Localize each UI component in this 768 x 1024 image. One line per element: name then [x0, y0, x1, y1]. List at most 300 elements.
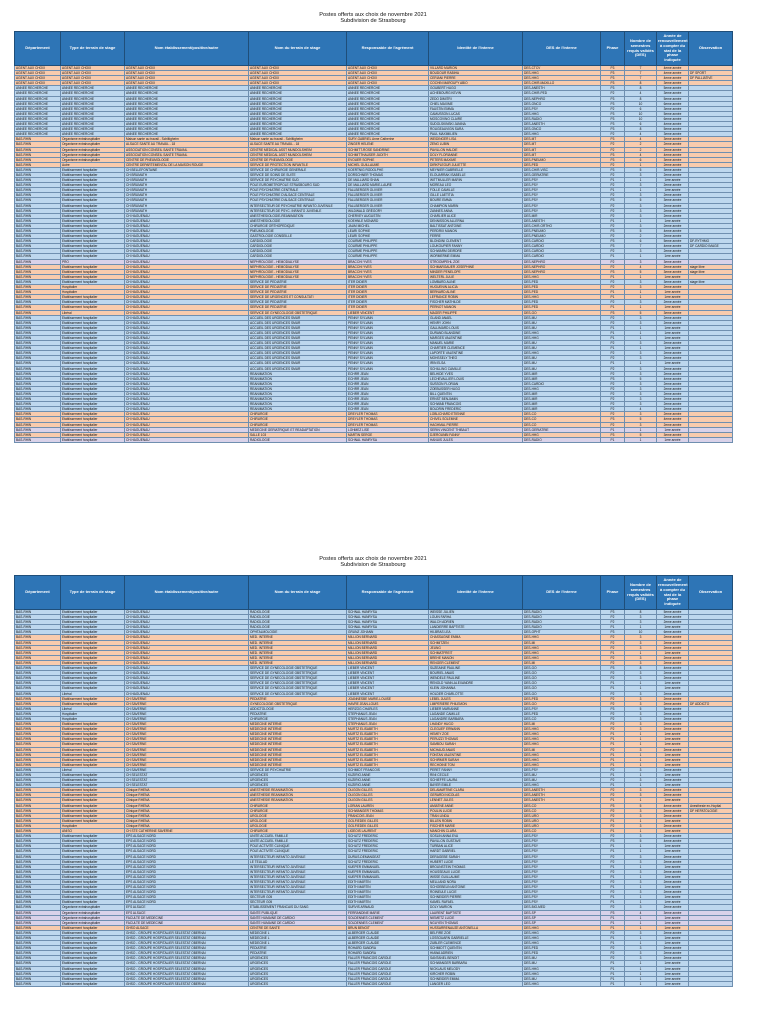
table-cell: Etablissement hospitalier — [61, 254, 125, 259]
table-cell: P3 — [601, 167, 625, 172]
table-cell: P1 — [601, 346, 625, 351]
table-cell: 1ere année — [657, 650, 689, 655]
table-cell: P2 — [601, 132, 625, 137]
table-cell: OLIGON GILLES — [347, 793, 429, 798]
table-cell: DES-CHIR-PED — [523, 91, 601, 96]
table-row — [15, 437, 733, 442]
table-cell: 3 — [625, 259, 657, 264]
table-cell: Organisme extrahospitalier — [61, 905, 125, 910]
table-cell: ANESTHESIOLOGIE-REANIMATION — [249, 213, 347, 218]
table-cell: ANNEE RECHERCHE — [61, 111, 125, 116]
table-cell: DES-PED — [523, 300, 601, 305]
table-cell: 1 — [625, 798, 657, 803]
table-cell: ANNEE RECHERCHE — [61, 91, 125, 96]
table-cell: DES-CARDIO — [523, 381, 601, 386]
table-cell: BAS-RHIN — [15, 188, 61, 193]
table-cell: NEPHROLOGIE - HEMODIALYSE — [249, 269, 347, 274]
table-cell: NGUYEN THOMAS — [429, 920, 523, 925]
table-cell: MEDECINE INTERNE — [249, 747, 347, 752]
table-cell: 3 — [625, 392, 657, 397]
table-cell: URGENCES — [249, 778, 347, 783]
table-cell: PERET FANNY — [429, 767, 523, 772]
table-cell: SERVICE DE GYNECOLOGIE OBSTETRIQUE — [249, 671, 347, 676]
table-cell: KUZIRIO ANNE — [347, 783, 429, 788]
table-cell: P1 — [601, 915, 625, 920]
table-cell: CHIEL MAXIME — [429, 101, 523, 106]
table-cell: P3 — [601, 310, 625, 315]
table-cell: DES-PSY — [523, 869, 601, 874]
table-cell: 4eme année — [657, 229, 689, 234]
page-1 — [14, 12, 732, 443]
table-cell: 2eme année — [657, 234, 689, 239]
table-cell: Etablissement hospitalier — [61, 951, 125, 956]
table-cell: 2eme année — [657, 879, 689, 884]
table-cell: BAS-RHIN — [15, 767, 61, 772]
table-cell: P1 — [601, 178, 625, 183]
table-cell: EVOUER SOPHIE — [347, 157, 429, 162]
table-cell: MURTZ ELISABETH — [347, 727, 429, 732]
table-cell: BAS-RHIN — [15, 274, 61, 279]
table-cell: URGENCES — [249, 773, 347, 778]
table-cell: MEDECINE INTERNE — [249, 752, 347, 757]
table-cell: P2 — [601, 91, 625, 96]
table-cell: 4eme année — [657, 666, 689, 671]
table-cell: 3eme année — [657, 198, 689, 203]
table-cell: BAS-RHIN — [15, 900, 61, 905]
table-cell: BAS-RHIN — [15, 813, 61, 818]
table-cell: AGENT AUX CHOIX — [249, 81, 347, 86]
table-cell: P1 — [601, 188, 625, 193]
table-cell: BAS-RHIN — [15, 244, 61, 249]
table-cell: DES-PSY — [523, 864, 601, 869]
table-cell: Etablissement hospitalier — [61, 671, 125, 676]
table-cell: 5 — [625, 198, 657, 203]
table-cell: P1 — [601, 274, 625, 279]
table-cell: EPS ALSACE NORD — [125, 874, 249, 879]
table-cell: DES-ANESTH — [523, 788, 601, 793]
table-cell: SERVICE DE PEDIATRIE — [249, 290, 347, 295]
table-cell: 1ere année — [657, 773, 689, 778]
table-cell: P1 — [601, 218, 625, 223]
table-cell: 1 — [625, 346, 657, 351]
table-cell: Clinique RHENA — [125, 808, 249, 813]
table-cell: 1 — [625, 925, 657, 930]
table-cell: EPS ALSACE NORD — [125, 869, 249, 874]
table-cell: BAS-RHIN — [15, 259, 61, 264]
table-cell: BAS-RHIN — [15, 137, 61, 142]
table-cell: MARTIN SERGE — [347, 432, 429, 437]
table-cell: Clinique RHENA — [125, 813, 249, 818]
table-cell: DES-PED — [523, 946, 601, 951]
table-cell: DES-GO — [523, 691, 601, 696]
table-cell: DES-HHG — [523, 981, 601, 986]
table-cell: DES-RADIO — [523, 610, 601, 615]
table-cell: CH HAGUENAU — [125, 422, 249, 427]
table-cell: Etablissement hospitalier — [61, 203, 125, 208]
table-cell: 2eme année — [657, 366, 689, 371]
table-cell: LEBEL JULES — [429, 696, 523, 701]
table-cell: DES-MU — [523, 976, 601, 981]
table-cell: 3eme année — [657, 310, 689, 315]
table-cell: DES-CO — [523, 422, 601, 427]
table-cell: 3 — [625, 946, 657, 951]
table-cell: MURTZ ELISABETH — [347, 742, 429, 747]
table-cell: 1 — [625, 818, 657, 823]
table-cell: EPS ALSACE NORD — [125, 900, 249, 905]
table-cell: 4eme année — [657, 152, 689, 157]
table-cell: BAS-RHIN — [15, 640, 61, 645]
table-cell: ANNEE RECHERCHE — [347, 127, 429, 132]
table-cell: BOURIEL ANAIS — [429, 671, 523, 676]
table-cell: DES-PED — [523, 279, 601, 284]
table-cell: P2 — [601, 351, 625, 356]
table-cell: BAS-RHIN — [15, 961, 61, 966]
table-cell: EFS ALSACE — [125, 905, 249, 910]
table-cell: DES-URO — [523, 823, 601, 828]
table-cell: INTERSECTEUR INFANTO JUVENILE — [249, 854, 347, 859]
table-cell: BAS-RHIN — [15, 671, 61, 676]
table-cell: 8 — [625, 127, 657, 132]
table-cell: IRIN ELSA — [429, 361, 523, 366]
table-cell: 1ere année — [657, 732, 689, 737]
table-cell: DES-CO — [523, 829, 601, 834]
table-cell: DES-MT — [523, 137, 601, 142]
table-cell: Clinique RHENA — [125, 798, 249, 803]
table-cell: DES-GERIATRIE — [523, 427, 601, 432]
table-cell: P2 — [601, 279, 625, 284]
table-cell: ZINGER HELENE — [347, 142, 429, 147]
table-cell: 1 — [625, 335, 657, 340]
table-cell: DES-HHG — [523, 432, 601, 437]
table-cell: 5eme année — [657, 86, 689, 91]
table-cell: BAS-RHIN — [15, 890, 61, 895]
table-cell: AGENT AUX CHOIX — [61, 71, 125, 76]
table-cell: BAS-RHIN — [15, 869, 61, 874]
table-cell: BAS-RHIN — [15, 269, 61, 274]
table-cell: P2 — [601, 813, 625, 818]
table-cell: DREYLER THOMAS — [347, 417, 429, 422]
table-cell: 3 — [625, 371, 657, 376]
table-cell: 2eme année — [657, 890, 689, 895]
table-cell: BAS-RHIN — [15, 798, 61, 803]
table-cell: DES-HHG — [523, 757, 601, 762]
table-cell: CHIRURGIE — [249, 803, 347, 808]
table-cell: 3 — [625, 341, 657, 346]
table-cell: P2 — [601, 386, 625, 391]
table-cell: BAS-RHIN — [15, 381, 61, 386]
table-cell: 3eme année — [657, 91, 689, 96]
table-cell: 3 — [625, 930, 657, 935]
table-cell: DES-GO — [523, 666, 601, 671]
table-cell: GHSO - GROUPE HOSPITALIER SELESTAT OBERNAI — [125, 941, 249, 946]
table-cell: MOHSSELY THEO — [429, 356, 523, 361]
table-cell: GHSO - GROUPE HOSPITALIER SELESTAT OBERNAI — [125, 976, 249, 981]
table-cell: 1 — [625, 361, 657, 366]
table-cell: GERARDI NICOLAS — [429, 793, 523, 798]
table-cell: DES-HHG — [523, 351, 601, 356]
table-cell: 1ere année — [657, 254, 689, 259]
table-cell: BAS-RHIN — [15, 849, 61, 854]
table-cell: 1ere année — [657, 742, 689, 747]
table-cell: DES-CTCV — [523, 66, 601, 71]
table-cell: Etablissement hospitalier — [61, 269, 125, 274]
table-cell: 2eme année — [657, 397, 689, 402]
table-cell: CENTRE MEDICAL ASST MUNDOLSHEIM — [249, 152, 347, 157]
table-cell: SECTEUR G05 — [249, 900, 347, 905]
table-cell: CH HAGUENAU — [125, 407, 249, 412]
table-cell: DES-CO — [523, 803, 601, 808]
table-cell: MICHEL GUILLAUME — [347, 162, 429, 167]
table-cell: Etablissement hospitalier — [61, 874, 125, 879]
table-cell: 2eme année — [657, 655, 689, 660]
table-cell: 1ere année — [657, 971, 689, 976]
table-cell: MEDECINE INTERNE — [249, 742, 347, 747]
table-cell: SERVICE DE PSYCHIATRIE — [249, 767, 347, 772]
table-cell: Hospitalier — [61, 823, 125, 828]
table-cell: stage libre — [689, 269, 733, 274]
table-cell: ITER DIDIER — [347, 305, 429, 310]
table-cell: CERIANI PIERRE — [429, 76, 523, 81]
table-cell: BAS-RHIN — [15, 747, 61, 752]
table-cell: PENNY SYLVAIN — [347, 346, 429, 351]
table-cell: Etablissement hospitalier — [61, 976, 125, 981]
table-cell: POLE PSYCHIATRIE CENTRALE — [249, 188, 347, 193]
table-cell: ANNEE RECHERCHE — [15, 86, 61, 91]
table-cell: SCHNEIDER PIERRE — [429, 895, 523, 900]
table-cell: ANNEE RECHERCHE — [347, 111, 429, 116]
table-cell: DES-MT — [523, 142, 601, 147]
table-cell: BAS-RHIN — [15, 930, 61, 935]
table-cell: P2 — [601, 716, 625, 721]
table-cell: MOSCOVINO CLAIRE — [429, 116, 523, 121]
table-cell: Etablissement hospitalier — [61, 167, 125, 172]
table-cell: CAMUSSON LUCAS — [429, 111, 523, 116]
table-cell: BAS-RHIN — [15, 788, 61, 793]
table-cell: BAS-RHIN — [15, 254, 61, 259]
table-cell: BAS-RHIN — [15, 737, 61, 742]
table-cell: DES-MIR — [523, 407, 601, 412]
table-cell: 1ere année — [657, 752, 689, 757]
table-cell: Etablissement hospitalier — [61, 356, 125, 361]
table-cell: DES-HHG — [523, 71, 601, 76]
table-cell: 2eme année — [657, 793, 689, 798]
table-cell: BAS-RHIN — [15, 376, 61, 381]
table-cell: 3 — [625, 727, 657, 732]
table-cell: 8 — [625, 86, 657, 91]
table-cell: 1 — [625, 757, 657, 762]
table-cell: P1 — [601, 762, 625, 767]
table-cell: DES-MT — [523, 147, 601, 152]
table-cell: INTERSECTEUR INFANTO JUVENILE — [249, 864, 347, 869]
table-cell: REANIMATION — [249, 392, 347, 397]
table-cell: BAS-RHIN — [15, 925, 61, 930]
table-cell: SERIN VINCENT THIBAUT — [429, 427, 523, 432]
table-cell: BAS-RHIN — [15, 732, 61, 737]
table-cell: 1 — [625, 681, 657, 686]
table-cell: GHSO - GROUPE HOSPITALIER SELESTAT OBERNAI — [125, 961, 249, 966]
table-cell: Etablissement hospitalier — [61, 936, 125, 941]
table-cell: BAS-RHIN — [15, 417, 61, 422]
table-cell: BAS-RHIN — [15, 366, 61, 371]
table-cell: Etablissement hospitalier — [61, 610, 125, 615]
table-cell: HOUSSEAUX LUCIE — [429, 869, 523, 874]
table-cell: 3 — [625, 397, 657, 402]
table-cell: P1 — [601, 976, 625, 981]
table-cell: SERVICE DE CHIRURGIE GENERALE — [249, 167, 347, 172]
table-cell: ACCUEIL DES URGENCES SMUR — [249, 341, 347, 346]
table-cell: 7 — [625, 76, 657, 81]
table-cell: BAS-RHIN — [15, 213, 61, 218]
table-cell: MEDECINE INTERNE — [249, 737, 347, 742]
table-cell: BAS-RHIN — [15, 981, 61, 986]
table-cell: ANNEE RECHERCHE — [61, 116, 125, 121]
table-cell: SCHUTZ FREDERIC — [347, 844, 429, 849]
table-cell: P2 — [601, 300, 625, 305]
table-cell: 1 — [625, 936, 657, 941]
table-cell: HENRY JOHN — [429, 320, 523, 325]
table-cell: DES-RADIO — [523, 620, 601, 625]
table-cell: MANUEL MARIE — [429, 341, 523, 346]
table-cell: BAS-RHIN — [15, 172, 61, 177]
table-cell: DES-HHG — [523, 783, 601, 788]
table-cell: SURVIS ARNAUD — [347, 905, 429, 910]
table-cell: EPS ALSACE NORD — [125, 885, 249, 890]
table-cell: P2 — [601, 834, 625, 839]
table-cell: 2eme année — [657, 162, 689, 167]
table-cell: 1ere année — [657, 976, 689, 981]
table-cell: FOLLE CAMILLE — [429, 188, 523, 193]
column-header: Année de renouvellement à compter du stat de la phase indiquée — [657, 576, 689, 610]
table-cell: 3 — [625, 620, 657, 625]
table-cell: URGENCES — [249, 966, 347, 971]
table-cell: Etablissement hospitalier — [61, 229, 125, 234]
table-cell: CHIRURGIE — [249, 412, 347, 417]
table-cell: Etablissement hospitalier — [61, 427, 125, 432]
table-cell: LIEBER VINCENT — [347, 310, 429, 315]
table-cell: SCHNAL HANRYSA — [347, 437, 429, 442]
table-cell: STROOMPEHL ZOE — [429, 259, 523, 264]
table-cell: NEPHROLOGIE - HEMODIALYSE — [249, 259, 347, 264]
table-cell: 1ere année — [657, 757, 689, 762]
table-cell: P2 — [601, 808, 625, 813]
table-cell: RINI CECILE — [429, 773, 523, 778]
table-cell: HUSSARRENAUZE ANTONELLA — [429, 925, 523, 930]
table-cell: Etablissement hospitalier — [61, 279, 125, 284]
table-cell: 1ere année — [657, 290, 689, 295]
table-cell: CH SAVERNE — [125, 747, 249, 752]
table-cell: ITER DIDIER — [347, 295, 429, 300]
table-cell: ANNEE RECHERCHE — [125, 91, 249, 96]
table-cell: 1ere année — [657, 218, 689, 223]
table-cell: 2 — [625, 234, 657, 239]
table-cell: 1 — [625, 966, 657, 971]
table-cell: ANESTHESIE REANIMATION — [249, 793, 347, 798]
table-cell: P3 — [601, 81, 625, 86]
table-cell: FERRE — [429, 234, 523, 239]
table-cell: LIEBER VINCENT — [347, 676, 429, 681]
table-cell: CH HAGUENAU — [125, 300, 249, 305]
table-cell: ANNEE RECHERCHE — [125, 96, 249, 101]
table-cell: 1ere année — [657, 437, 689, 442]
table-cell: 4 — [625, 152, 657, 157]
table-cell: LIEBER MARIANNE — [429, 706, 523, 711]
table-cell: 4eme année — [657, 376, 689, 381]
table-cell: P3 — [601, 803, 625, 808]
table-cell: Hospitalier — [61, 285, 125, 290]
table-cell: Etablissement hospitalier — [61, 778, 125, 783]
table-cell: URGENCES — [249, 783, 347, 788]
table-cell: P3 — [601, 706, 625, 711]
table-cell: DES-PSY — [523, 193, 601, 198]
table-cell: ANISO — [61, 829, 125, 834]
table-cell: RENGER CLEMENT — [429, 660, 523, 665]
table-cell: ITER DIDIER — [347, 290, 429, 295]
table-cell: P2 — [601, 905, 625, 910]
table-cell: EPS ALSACE NORD — [125, 895, 249, 900]
table-cell: 2eme année — [657, 635, 689, 640]
postes-table-page-2 — [14, 575, 733, 987]
table-cell: GHSO - GROUPE HOSPITALIER SELESTAT OBERNAI — [125, 956, 249, 961]
table-cell: CH BRUMATH — [125, 208, 249, 213]
table-cell: ACCUEIL DES URGENCES SMUR — [249, 361, 347, 366]
table-cell: BAS-RHIN — [15, 879, 61, 884]
table-cell: BELFIRE ZOE — [429, 930, 523, 935]
table-cell: CH HAGUENAU — [125, 417, 249, 422]
table-cell: Etablissement hospitalier — [61, 925, 125, 930]
table-cell: PENNY SYLVAIN — [347, 330, 429, 335]
table-cell — [689, 981, 733, 986]
table-cell: 2eme année — [657, 223, 689, 228]
table-cell: EPS ALSACE NORD — [125, 890, 249, 895]
table-cell: WEIDINGER LISA — [429, 137, 523, 142]
table-cell: 3 — [625, 356, 657, 361]
table-cell: DF-RYTHMO — [689, 239, 733, 244]
table-cell: Libéral — [61, 767, 125, 772]
table-cell: Organisme extrahospitalier — [61, 910, 125, 915]
table-cell: DES-HHG — [523, 742, 601, 747]
table-cell: CH HAGUENAU — [125, 351, 249, 356]
table-cell: P3 — [601, 198, 625, 203]
table-cell: P2 — [601, 854, 625, 859]
table-cell: DES-ONCO — [523, 127, 601, 132]
table-cell: 3 — [625, 691, 657, 696]
table-cell: 8 — [625, 666, 657, 671]
table-cell: 1 — [625, 981, 657, 986]
table-cell: FALLER FRANCOIS CAROLE — [347, 976, 429, 981]
table-cell: DES-GO — [523, 686, 601, 691]
table-cell: MEDECINE INTERNE — [249, 732, 347, 737]
table-cell: DES-MIR — [523, 376, 601, 381]
table-cell: AGENT AUX CHOIX — [249, 66, 347, 71]
table-cell: DES-HHG — [523, 925, 601, 930]
column-header: Nom du terrain de stage — [249, 32, 347, 66]
table-cell: ANNEE RECHERCHE — [347, 106, 429, 111]
table-cell: ANNEE RECHERCHE — [249, 132, 347, 137]
table-cell: 3 — [625, 351, 657, 356]
table-cell: SCHMATFREIT — [429, 650, 523, 655]
table-cell: Organisme extrahospitalier — [61, 920, 125, 925]
table-cell: Etablissement hospitalier — [61, 890, 125, 895]
table-cell: FISCHER MATHILDE — [429, 300, 523, 305]
table-cell: BAS-RHIN — [15, 295, 61, 300]
table-cell: 1 — [625, 961, 657, 966]
table-cell: P2 — [601, 869, 625, 874]
table-cell: DES-HHG — [523, 650, 601, 655]
table-cell: BAS-RHIN — [15, 660, 61, 665]
table-cell: ANNEE RECHERCHE — [249, 101, 347, 106]
table-cell: 1ere année — [657, 325, 689, 330]
table-cell: BAS-RHIN — [15, 854, 61, 859]
